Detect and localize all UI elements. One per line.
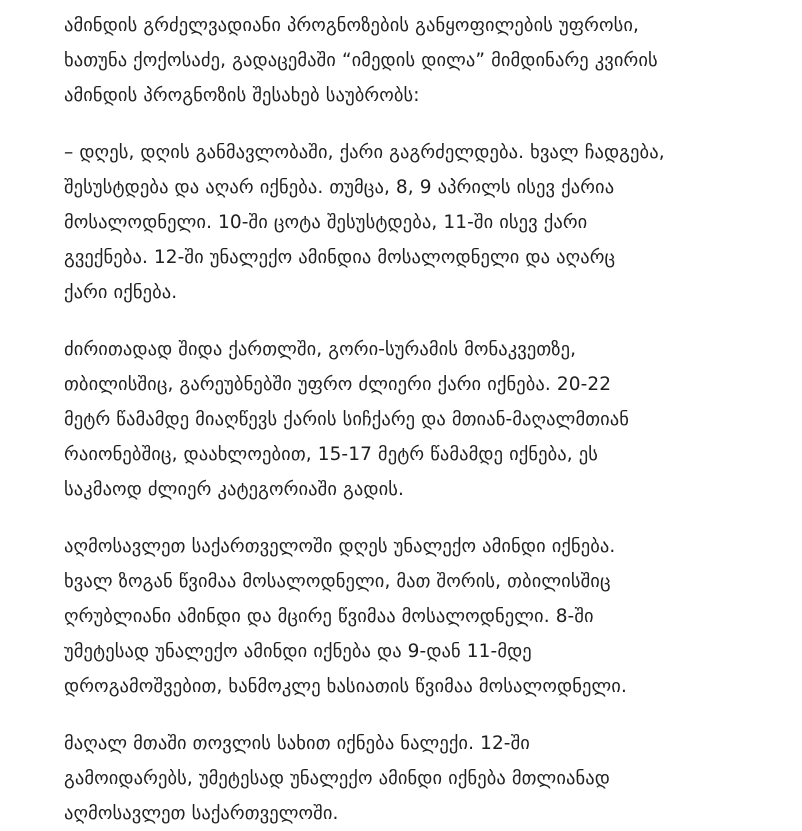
text-line: – დღეს, დღის განმავლობაში, ქარი გაგრძელდება. ხვალ ჩადგება,	[64, 142, 665, 163]
paragraph-highlands	[64, 726, 742, 831]
text-line: აღმოსავლეთ საქართველოში დღეს უნალექო ამინდი იქნება.	[64, 536, 616, 557]
paragraph-east-georgia	[64, 529, 742, 704]
text-line: მოსალოდნელი. 10-ში ცოტა შესუსტდება, 11-ში ისევ ქარი	[64, 212, 588, 233]
text-line: რაიონებშიც, დაახლოებით, 15-17 მეტრ წამამდე იქნება, ეს	[64, 444, 599, 465]
text-line: ამინდის გრძელვადიანი პროგნოზების განყოფილების უფროსი,	[64, 15, 640, 36]
text-line: შესუსტდება და აღარ იქნება. თუმცა, 8, 9 აპრილს ისევ ქარია	[64, 177, 615, 198]
text-line: ღრუბლიანი ამინდი და მცირე წვიმაა მოსალოდნელი. 8-ში	[64, 606, 594, 627]
paragraph-wind-speed	[64, 332, 742, 507]
text-line: მეტრ წამამდე მიაღწევს ქარის სიჩქარე და მთიან-მაღალმთიან	[64, 409, 630, 430]
text-line: ქარი იქნება.	[64, 282, 178, 303]
text-line: მაღალ მთაში თოვლის სახით იქნება ნალექი. 12-ში	[64, 733, 530, 754]
text-line: გამოიდარებს, უმეტესად უნალექო ამინდი იქნება მთლიანად	[64, 768, 610, 789]
text-line: დროგამოშვებით, ხანმოკლე ხასიათის წვიმაა მოსალოდნელი.	[64, 676, 627, 697]
text-line: ხვალ ზოგან წვიმაა მოსალოდნელი, მათ შორის, თბილისშიც	[64, 571, 611, 592]
text-line: ამინდის პროგნოზის შესახებ საუბრობს:	[64, 85, 420, 106]
paragraph-wind-forecast	[64, 135, 742, 310]
paragraph-intro	[64, 8, 742, 113]
text-line: ხათუნა ქოქოსაძე, გადაცემაში “იმედის დილა” მიმდინარე კვირის	[64, 50, 658, 71]
text-line: საკმაოდ ძლიერ კატეგორიაში გადის.	[64, 479, 404, 500]
text-line: ძირითადად შიდა ქართლში, გორი-სურამის მონაკვეთზე,	[64, 339, 577, 360]
text-line: თბილისშიც, გარეუბნებში უფრო ძლიერი ქარი იქნება. 20-22	[64, 374, 612, 395]
text-line: აღმოსავლეთ საქართველოში.	[64, 803, 339, 824]
text-line: უმეტესად უნალექო ამინდი იქნება და 9-დან 11-მდე	[64, 641, 532, 662]
text-line: გვექნება. 12-ში უნალექო ამინდია მოსალოდნელი და აღარც	[64, 247, 616, 268]
